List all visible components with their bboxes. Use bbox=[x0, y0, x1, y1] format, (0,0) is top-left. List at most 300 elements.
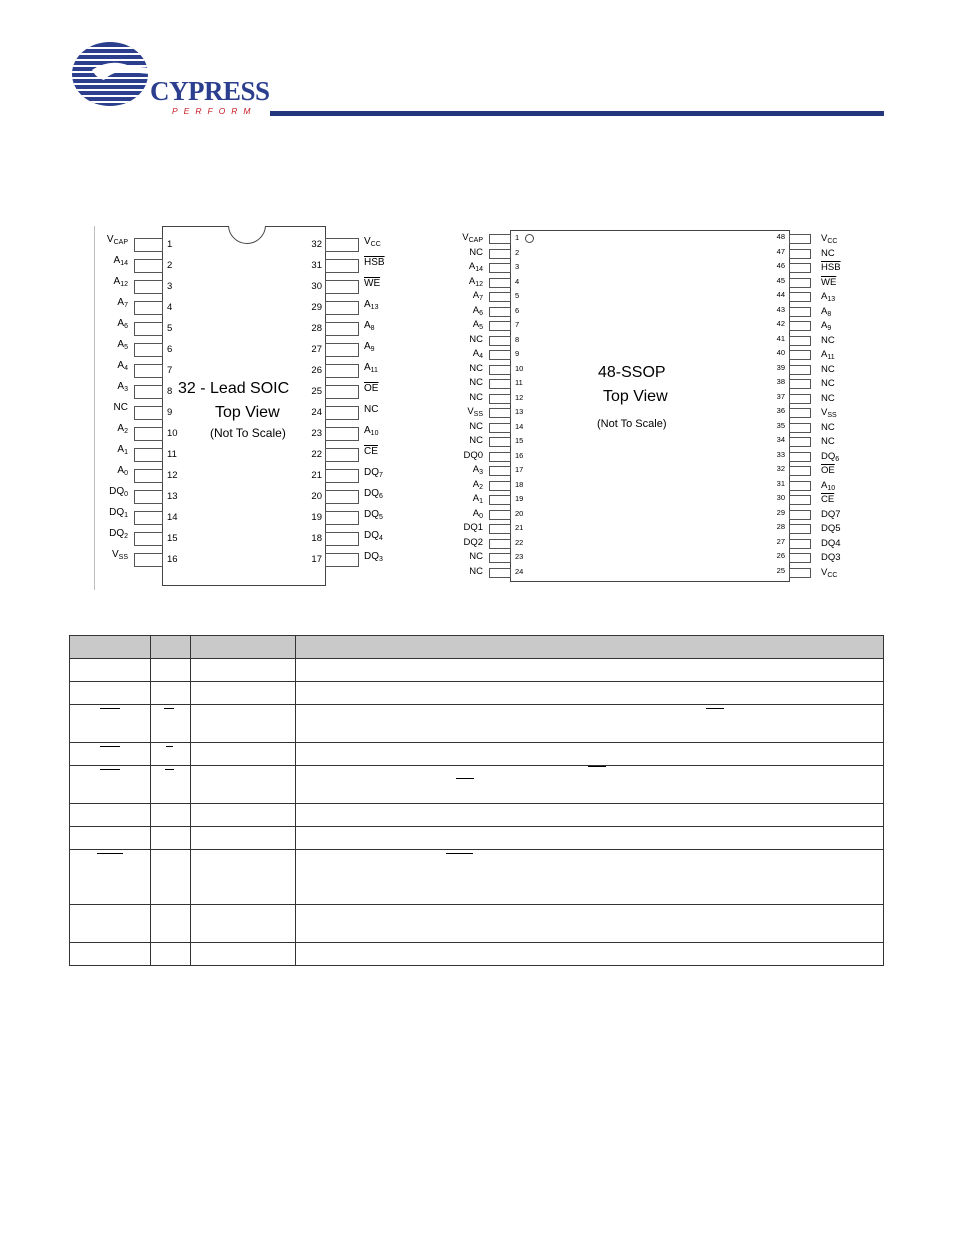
pin-label: $DQ_3$ bbox=[364, 551, 383, 563]
pin-lead bbox=[134, 238, 163, 252]
pin-lead bbox=[489, 394, 511, 404]
pin-label: NC bbox=[469, 551, 483, 562]
pin-label: NC bbox=[469, 391, 483, 403]
pin-lead bbox=[134, 406, 163, 420]
pin-lead bbox=[325, 469, 359, 483]
pin-label: $A_{11}$ bbox=[821, 349, 835, 361]
table-cell bbox=[191, 766, 296, 804]
pin-label: $A_4$ bbox=[117, 360, 128, 372]
pin-lead bbox=[325, 364, 359, 378]
table-cell bbox=[191, 705, 296, 743]
pin-label: $A_2$ bbox=[117, 423, 128, 435]
pin-label: $A_6$ bbox=[472, 304, 483, 317]
table-header-cell bbox=[296, 636, 884, 659]
pin-lead bbox=[134, 322, 163, 336]
pin-lead bbox=[789, 379, 811, 389]
pin-label: $DQ_2$ bbox=[109, 528, 128, 540]
pin-number: 18 bbox=[515, 479, 524, 489]
pin-label: DQ5 bbox=[821, 523, 841, 534]
table-cell bbox=[296, 743, 884, 766]
pin-label: $\overline{WE}$ bbox=[364, 278, 381, 289]
pin-number: 23 bbox=[311, 428, 322, 439]
table-header-cell bbox=[70, 636, 151, 659]
pin-lead bbox=[134, 511, 163, 525]
pin-label: $A_9$ bbox=[364, 341, 375, 353]
pin-lead bbox=[134, 364, 163, 378]
pin-number: 8 bbox=[167, 386, 173, 397]
pin-number: 46 bbox=[776, 261, 785, 270]
pin-number: 45 bbox=[776, 275, 785, 285]
pin-number: 7 bbox=[515, 320, 520, 329]
pin-number: 31 bbox=[776, 478, 785, 488]
table-cell bbox=[296, 850, 884, 905]
pin-label: $A_5$ bbox=[117, 339, 128, 351]
pin-label: NC bbox=[469, 362, 483, 374]
pin-label: DQ0 bbox=[463, 449, 483, 461]
pin-number: 11 bbox=[515, 378, 523, 387]
pin-label: $A_1$ bbox=[117, 444, 128, 456]
overbar-mark bbox=[164, 708, 174, 709]
pin-lead bbox=[789, 408, 811, 418]
overbar-mark bbox=[166, 746, 173, 747]
pin-lead bbox=[789, 321, 811, 331]
pin-label: DQ1 bbox=[463, 522, 483, 533]
table-cell bbox=[151, 659, 191, 682]
pin-label: $\overline{HSB}$ bbox=[821, 262, 841, 273]
pin-label: $A_7$ bbox=[117, 297, 128, 309]
pin-lead bbox=[789, 481, 811, 491]
brand-name: CYPRESS bbox=[150, 76, 270, 106]
table-cell bbox=[151, 705, 191, 743]
table-cell bbox=[296, 905, 884, 943]
pin-label: $V_{CC}$ bbox=[364, 236, 381, 248]
pin1-marker-icon bbox=[525, 234, 534, 243]
pin-number: 9 bbox=[167, 407, 173, 418]
pin-number: 2 bbox=[515, 247, 520, 257]
pin-number: 16 bbox=[515, 450, 524, 460]
pin-number: 17 bbox=[515, 465, 524, 474]
pin-label: DQ4 bbox=[821, 537, 841, 549]
pin-label: $A_2$ bbox=[472, 478, 483, 491]
pin-number: 44 bbox=[776, 290, 785, 299]
ssop-scale-note: (Not To Scale) bbox=[597, 418, 667, 430]
pin-lead bbox=[489, 278, 511, 288]
table-cell bbox=[70, 682, 151, 705]
pin-number: 5 bbox=[515, 291, 520, 300]
overbar-mark bbox=[456, 778, 474, 779]
pin-label: $A_7$ bbox=[472, 290, 483, 302]
pin-lead bbox=[134, 385, 163, 399]
pin-label: $\overline{OE}$ bbox=[364, 383, 379, 394]
pin-number: 31 bbox=[311, 260, 322, 271]
pin-label: NC bbox=[469, 420, 483, 432]
globe-icon bbox=[70, 40, 152, 108]
pin-label: NC bbox=[821, 421, 835, 433]
pin-lead bbox=[489, 452, 511, 462]
pin-label: NC bbox=[469, 333, 483, 345]
table-cell bbox=[191, 943, 296, 966]
pin-lead bbox=[134, 469, 163, 483]
pin-lead bbox=[489, 553, 511, 563]
pin-label: $A_{12}$ bbox=[113, 276, 128, 288]
pin-lead bbox=[789, 365, 811, 375]
pin-label: $A_9$ bbox=[821, 320, 832, 332]
pin-lead bbox=[789, 423, 811, 433]
pin-label: NC bbox=[364, 404, 379, 415]
pin-label: NC bbox=[469, 246, 483, 258]
pin-number: 32 bbox=[311, 239, 322, 250]
table-row bbox=[70, 705, 884, 743]
table-cell bbox=[191, 827, 296, 850]
pin-lead bbox=[489, 336, 511, 346]
pin-lead bbox=[134, 301, 163, 315]
table-header-row bbox=[70, 636, 884, 659]
pin-number: 42 bbox=[776, 319, 785, 328]
pin-number: 13 bbox=[167, 491, 178, 502]
pin-lead bbox=[789, 466, 811, 476]
pin-label: $A_6$ bbox=[117, 318, 128, 330]
pin-label: NC bbox=[821, 363, 835, 375]
pin-lead bbox=[789, 394, 811, 404]
pin-lead bbox=[325, 553, 359, 567]
table-cell bbox=[151, 943, 191, 966]
pin-number: 30 bbox=[776, 493, 785, 502]
pin-label: $DQ_7$ bbox=[364, 467, 383, 479]
pin-label: DQ2 bbox=[463, 536, 483, 548]
pin-label: $A_{10}$ bbox=[821, 479, 836, 492]
pin-lead bbox=[489, 423, 511, 433]
pin-number: 37 bbox=[776, 391, 785, 401]
pin-number: 11 bbox=[167, 449, 177, 460]
pin-lead bbox=[489, 408, 511, 418]
pin-number: 26 bbox=[776, 551, 785, 560]
pin-lead bbox=[789, 553, 811, 563]
pin-label: $A_4$ bbox=[472, 348, 483, 360]
pin-lead bbox=[325, 385, 359, 399]
pin-number: 4 bbox=[167, 302, 173, 313]
pin-label: $DQ_0$ bbox=[109, 486, 128, 498]
overbar-mark bbox=[100, 746, 120, 747]
pin-lead bbox=[325, 280, 359, 294]
pin-number: 4 bbox=[515, 276, 520, 286]
soic-left-border bbox=[94, 226, 95, 590]
table-cell bbox=[70, 705, 151, 743]
table-header-cell bbox=[151, 636, 191, 659]
pin-lead bbox=[489, 249, 511, 259]
pin-label: $V_{CC}$ bbox=[821, 233, 838, 245]
pin-lead bbox=[789, 510, 811, 520]
pin-number: 14 bbox=[515, 421, 524, 431]
table-cell bbox=[151, 743, 191, 766]
pin-lead bbox=[489, 292, 511, 302]
table-cell bbox=[191, 682, 296, 705]
overbar-mark bbox=[706, 708, 724, 709]
pin-number: 21 bbox=[311, 470, 322, 481]
pin-number: 3 bbox=[515, 262, 520, 271]
table-cell bbox=[296, 659, 884, 682]
pin-label: $A_{14}$ bbox=[468, 261, 483, 273]
table-cell bbox=[151, 766, 191, 804]
table-row bbox=[70, 743, 884, 766]
table-row bbox=[70, 850, 884, 905]
pin-number: 9 bbox=[515, 349, 520, 358]
soic-notch bbox=[228, 206, 266, 244]
pin-label: $DQ_6$ bbox=[364, 488, 383, 500]
table-row bbox=[70, 659, 884, 682]
pin-definitions-table bbox=[69, 635, 884, 966]
pin-number: 29 bbox=[776, 507, 785, 517]
pin-lead bbox=[789, 278, 811, 288]
overbar-mark bbox=[97, 853, 123, 854]
pin-number: 25 bbox=[311, 386, 322, 397]
pin-number: 47 bbox=[776, 246, 785, 256]
pin-label: $\overline{HSB}$ bbox=[364, 257, 385, 268]
pin-lead bbox=[489, 350, 511, 360]
pin-lead bbox=[489, 365, 511, 375]
table-row bbox=[70, 804, 884, 827]
table-cell bbox=[296, 943, 884, 966]
pin-number: 16 bbox=[167, 554, 178, 565]
pin-number: 7 bbox=[167, 365, 173, 376]
table-row bbox=[70, 827, 884, 850]
pin-lead bbox=[134, 280, 163, 294]
pin-lead bbox=[789, 350, 811, 360]
pin-number: 6 bbox=[167, 344, 173, 355]
pin-lead bbox=[325, 511, 359, 525]
pin-label: $V_{SS}$ bbox=[821, 407, 837, 419]
pin-number: 40 bbox=[776, 348, 785, 357]
pin-number: 24 bbox=[311, 407, 322, 418]
table-cell bbox=[296, 682, 884, 705]
table-cell bbox=[70, 804, 151, 827]
pin-lead bbox=[489, 437, 511, 447]
pin-lead bbox=[489, 263, 511, 273]
table-cell bbox=[151, 850, 191, 905]
pin-number: 3 bbox=[167, 281, 173, 292]
pin-lead bbox=[325, 490, 359, 504]
pin-label: $A_8$ bbox=[364, 320, 375, 332]
pin-lead bbox=[489, 307, 511, 317]
pin-number: 41 bbox=[776, 333, 785, 343]
pin-number: 14 bbox=[167, 512, 178, 523]
pin-number: 1 bbox=[515, 233, 520, 242]
pin-label: NC bbox=[469, 565, 483, 577]
pin-lead bbox=[134, 532, 163, 546]
overbar-mark bbox=[100, 769, 120, 770]
pin-lead bbox=[789, 495, 811, 505]
pin-lead bbox=[489, 466, 511, 476]
table-row bbox=[70, 766, 884, 804]
pin-label: $A_3$ bbox=[117, 381, 128, 393]
pin-number: 15 bbox=[167, 533, 178, 544]
pin-label: NC bbox=[821, 247, 835, 259]
ssop-package-body bbox=[510, 230, 790, 582]
pin-label: $A_3$ bbox=[472, 464, 483, 476]
table-cell bbox=[296, 827, 884, 850]
pin-label: $A_{13}$ bbox=[821, 291, 836, 303]
overbar-mark bbox=[588, 766, 606, 767]
pin-label: $A_{12}$ bbox=[468, 275, 483, 288]
pin-number: 34 bbox=[776, 435, 785, 444]
pin-number: 10 bbox=[167, 428, 178, 439]
pin-label: DQ7 bbox=[821, 508, 841, 520]
pin-number: 12 bbox=[515, 392, 524, 402]
pin-label: NC bbox=[821, 392, 835, 404]
pin-lead bbox=[325, 343, 359, 357]
pin-number: 25 bbox=[776, 565, 785, 575]
table-cell bbox=[70, 766, 151, 804]
pin-lead bbox=[489, 510, 511, 520]
pin-number: 28 bbox=[776, 522, 785, 531]
pin-number: 20 bbox=[515, 508, 524, 518]
pin-lead bbox=[325, 238, 359, 252]
soic-title: 32 - Lead SOIC bbox=[178, 380, 290, 397]
pin-label: $V_{SS}$ bbox=[111, 549, 128, 561]
ssop-pinout-diagram bbox=[450, 226, 850, 586]
pin-label: $DQ_5$ bbox=[364, 509, 383, 521]
pin-lead bbox=[325, 406, 359, 420]
pin-lead bbox=[325, 322, 359, 336]
table-cell bbox=[191, 659, 296, 682]
table-cell bbox=[70, 827, 151, 850]
table-cell bbox=[151, 682, 191, 705]
pin-number: 48 bbox=[776, 232, 785, 241]
pin-number: 27 bbox=[311, 344, 322, 355]
pin-label: NC bbox=[821, 378, 835, 389]
pin-lead bbox=[489, 321, 511, 331]
pin-number: 35 bbox=[776, 420, 785, 430]
pin-label: $\overline{CE}$ bbox=[364, 446, 378, 457]
pin-label: $V_{CAP}$ bbox=[462, 232, 483, 244]
pin-number: 27 bbox=[776, 536, 785, 546]
table-row bbox=[70, 905, 884, 943]
pin-lead bbox=[134, 427, 163, 441]
table-cell bbox=[191, 804, 296, 827]
pin-number: 13 bbox=[515, 407, 524, 416]
pin-number: 8 bbox=[515, 334, 520, 344]
pin-label: NC bbox=[469, 377, 483, 388]
brand-tagline: PERFORM bbox=[172, 106, 257, 116]
pin-lead bbox=[489, 568, 511, 578]
overbar-mark bbox=[165, 769, 174, 770]
pin-label: $A_8$ bbox=[821, 305, 832, 318]
pin-number: 28 bbox=[311, 323, 322, 334]
pin-number: 19 bbox=[515, 494, 524, 503]
pin-lead bbox=[789, 524, 811, 534]
pin-lead bbox=[789, 234, 811, 244]
pin-label: $A_0$ bbox=[117, 465, 128, 477]
pin-number: 10 bbox=[515, 363, 524, 373]
pin-lead bbox=[489, 481, 511, 491]
pin-lead bbox=[789, 539, 811, 549]
table-cell bbox=[151, 827, 191, 850]
soic-scale-note: (Not To Scale) bbox=[210, 426, 286, 440]
pin-lead bbox=[789, 437, 811, 447]
pin-lead bbox=[325, 301, 359, 315]
ssop-subtitle: Top View bbox=[603, 388, 668, 405]
pin-lead bbox=[489, 495, 511, 505]
pin-lead bbox=[789, 249, 811, 259]
pin-label: $A_0$ bbox=[472, 507, 483, 520]
pin-lead bbox=[134, 259, 163, 273]
pin-number: 2 bbox=[167, 260, 173, 271]
pin-number: 38 bbox=[776, 377, 785, 386]
cypress-logo bbox=[70, 40, 270, 120]
overbar-mark bbox=[446, 853, 473, 854]
pin-number: 36 bbox=[776, 406, 785, 415]
pin-number: 12 bbox=[167, 470, 178, 481]
pin-label: $A_{14}$ bbox=[113, 255, 128, 267]
table-cell bbox=[70, 659, 151, 682]
table-cell bbox=[151, 905, 191, 943]
pin-label: $A_{11}$ bbox=[364, 362, 378, 374]
soic-subtitle: Top View bbox=[215, 404, 280, 421]
table-cell bbox=[296, 804, 884, 827]
pin-number: 18 bbox=[311, 533, 322, 544]
pin-label: NC bbox=[821, 436, 835, 447]
pin-label: $V_{CC}$ bbox=[821, 566, 838, 579]
table-cell bbox=[296, 705, 884, 743]
pin-label: DQ3 bbox=[821, 552, 841, 563]
pin-lead bbox=[325, 427, 359, 441]
pin-lead bbox=[325, 532, 359, 546]
pin-lead bbox=[789, 336, 811, 346]
pin-lead bbox=[325, 259, 359, 273]
table-cell bbox=[70, 743, 151, 766]
pin-label: $DQ_6$ bbox=[821, 450, 840, 463]
table-cell bbox=[70, 905, 151, 943]
pin-label: $\overline{CE}$ bbox=[821, 494, 835, 505]
pin-lead bbox=[325, 448, 359, 462]
ssop-title: 48-SSOP bbox=[598, 364, 666, 381]
pin-label: $V_{SS}$ bbox=[467, 406, 483, 418]
pin-lead bbox=[789, 292, 811, 302]
pin-number: 33 bbox=[776, 449, 785, 459]
pin-number: 43 bbox=[776, 304, 785, 314]
pin-number: 32 bbox=[776, 464, 785, 473]
pin-number: 5 bbox=[167, 323, 173, 334]
pin-lead bbox=[489, 539, 511, 549]
pin-lead bbox=[489, 379, 511, 389]
pin-number: 1 bbox=[167, 239, 173, 250]
table-cell bbox=[70, 850, 151, 905]
pin-number: 30 bbox=[311, 281, 322, 292]
pin-lead bbox=[489, 234, 511, 244]
pin-label: NC bbox=[113, 402, 128, 413]
pin-number: 6 bbox=[515, 305, 520, 315]
table-header-cell bbox=[191, 636, 296, 659]
pin-number: 21 bbox=[515, 523, 524, 532]
table-cell bbox=[70, 943, 151, 966]
pin-number: 22 bbox=[311, 449, 322, 460]
pin-lead bbox=[789, 307, 811, 317]
table-cell bbox=[151, 804, 191, 827]
table-cell bbox=[191, 743, 296, 766]
pin-label: $A_{10}$ bbox=[364, 425, 379, 437]
pin-lead bbox=[134, 553, 163, 567]
soic-pinout-diagram bbox=[94, 226, 412, 590]
pin-number: 23 bbox=[515, 552, 524, 561]
pin-label: $V_{CAP}$ bbox=[106, 234, 128, 246]
pin-lead bbox=[489, 524, 511, 534]
pin-label: $A_{13}$ bbox=[364, 299, 379, 311]
pin-lead bbox=[789, 263, 811, 273]
pin-lead bbox=[789, 452, 811, 462]
pin-lead bbox=[134, 343, 163, 357]
pin-number: 26 bbox=[311, 365, 322, 376]
pin-number: 22 bbox=[515, 537, 524, 547]
table-row bbox=[70, 943, 884, 966]
